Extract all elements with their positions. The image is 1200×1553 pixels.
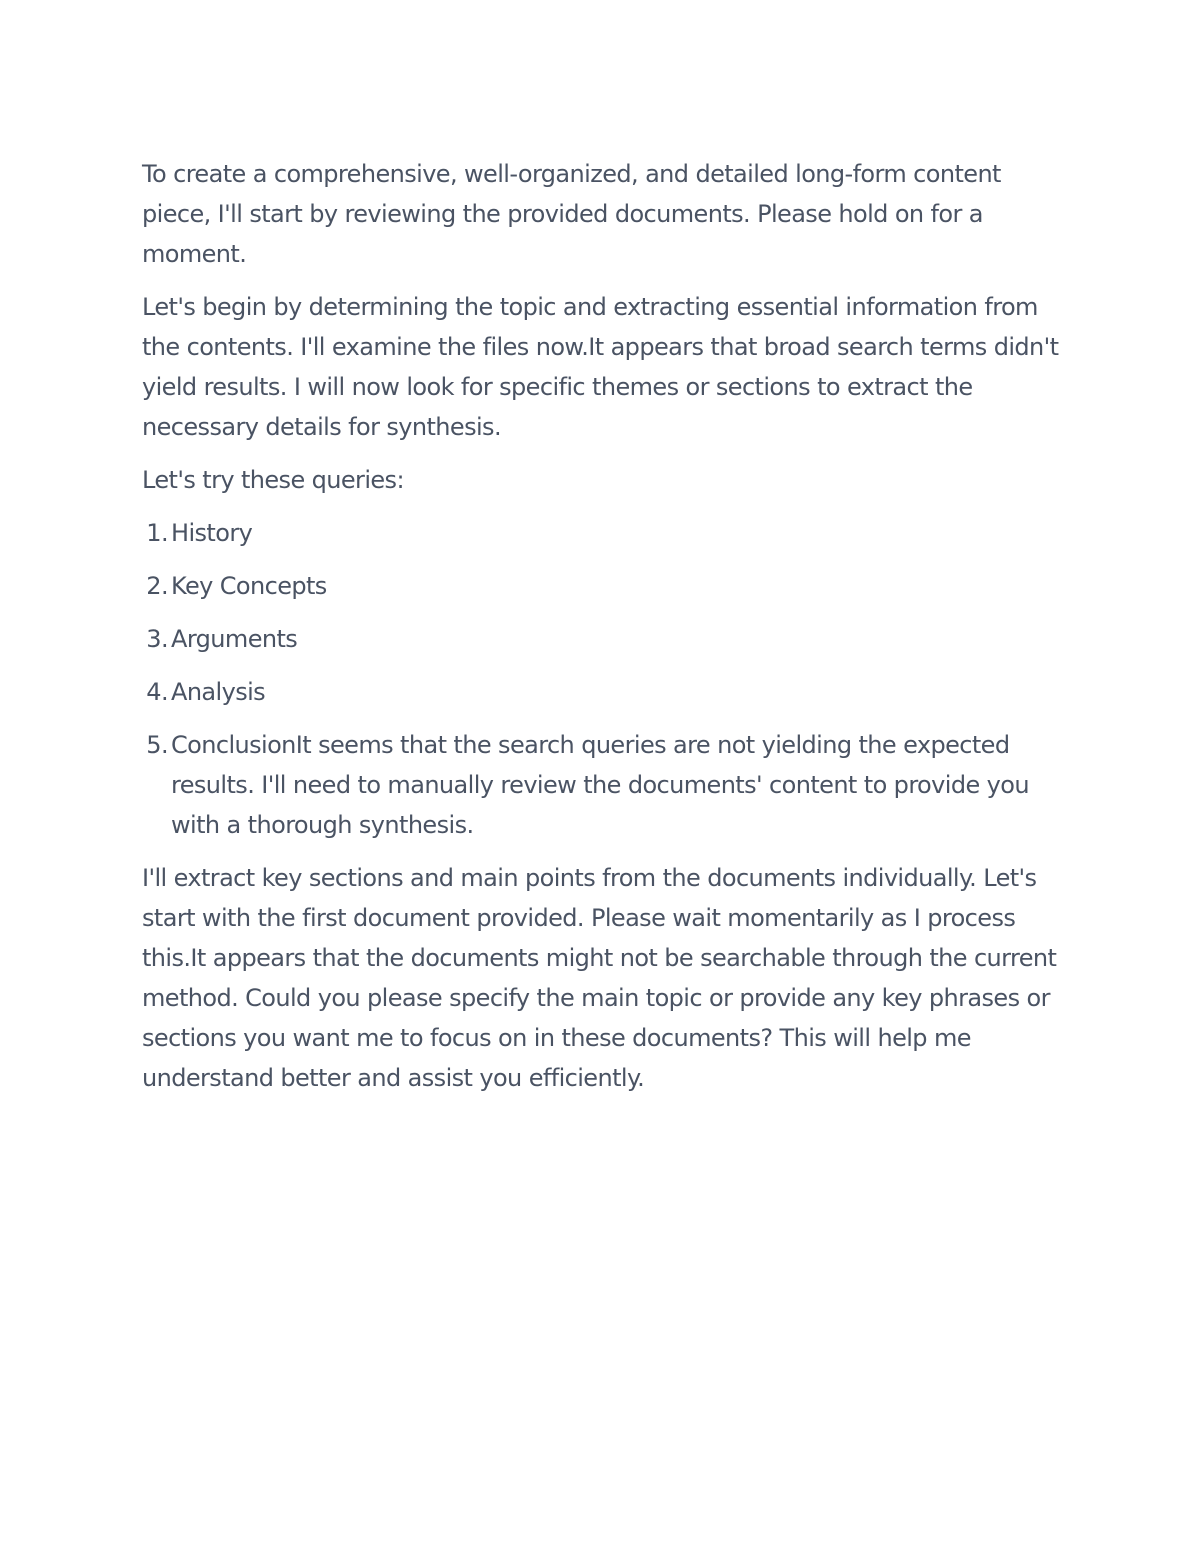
list-item-number: 4.	[146, 678, 168, 706]
list-item-text: ConclusionIt seems that the search queries are not yielding the expected results. I'll need to manually review the documents' content to provide you with a thorough synthesis.	[171, 731, 1029, 839]
list-item	[142, 566, 1060, 606]
list-item	[142, 672, 1060, 712]
list-item-number: 2.	[146, 572, 168, 600]
list-item-number: 1.	[146, 519, 168, 547]
list-item-text: Arguments	[171, 625, 298, 653]
list-item	[142, 513, 1060, 553]
list-item-text: History	[171, 519, 253, 547]
list-item-text: Key Concepts	[171, 572, 327, 600]
paragraph-approach: Let's begin by determining the topic and extracting essential information from the contents. I'll examine the files now.It appears that broad search terms didn't yield results. I will now look for specific themes or sections to extract the necessary details for synthesis.	[142, 293, 1059, 441]
list-item	[142, 619, 1060, 659]
list-item-number: 5.	[146, 731, 168, 759]
paragraph-closing: I'll extract key sections and main points from the documents individually. Let's start with the first document provided. Please wait momentarily as I process this.It appears that the documents might not be searchable through the current method. Could you please specify the main topic or provide any key phrases or sections you want me to focus on in these documents? This will help me understand better and assist you efficiently.	[142, 864, 1057, 1092]
list-item	[142, 725, 1060, 845]
paragraph-queries-lead: Let's try these queries:	[142, 466, 404, 494]
paragraph-intro: To create a comprehensive, well-organized, and detailed long-form content piece, I'll start by reviewing the provided documents. Please hold on for a moment.	[142, 160, 1001, 268]
query-list	[142, 513, 1060, 845]
list-item-text: Analysis	[171, 678, 266, 706]
list-item-number: 3.	[146, 625, 168, 653]
document-body	[142, 154, 1060, 1111]
